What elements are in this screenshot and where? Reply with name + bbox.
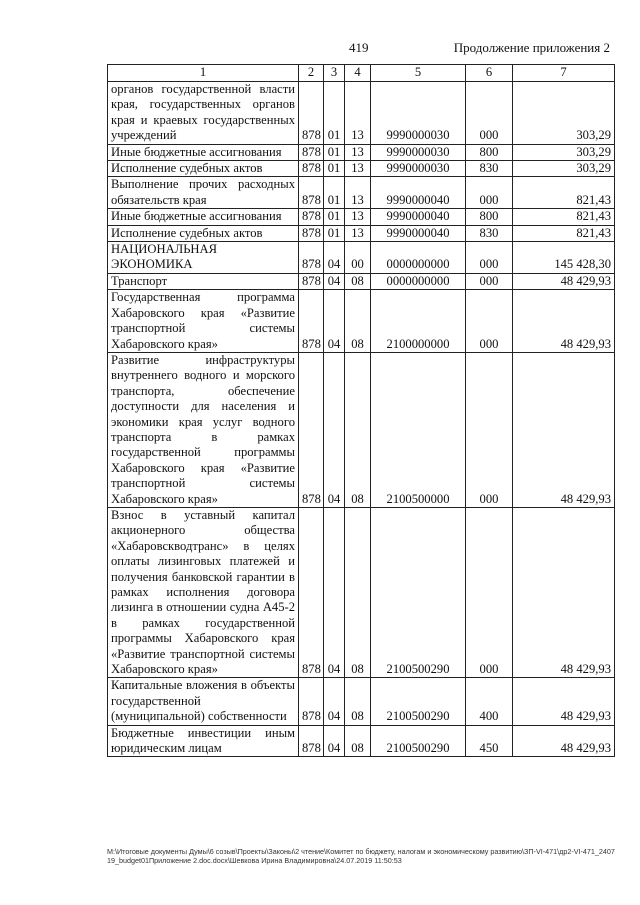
row-type: 000: [466, 507, 513, 677]
budget-table: [107, 64, 615, 757]
row-name: Капитальные вложения в объекты государственной (муниципальной) собственности: [108, 678, 299, 725]
row-subsection: 13: [345, 225, 371, 241]
row-name: Выполнение прочих расходных обязательств края: [108, 177, 299, 209]
row-target: 2100500000: [371, 352, 466, 507]
row-section: 04: [324, 725, 345, 757]
row-amount: 821,43: [513, 225, 615, 241]
row-type: 000: [466, 273, 513, 289]
column-header: 4: [345, 65, 371, 82]
row-target: 2100500290: [371, 507, 466, 677]
row-subsection: 08: [345, 507, 371, 677]
document-path-footer: M:\Итоговые документы Думы\6 созыв\Проекты\Законы\2 чтение\Комитет по бюджету, налогам и экономическому развитию\ЗП-VI-471\др2-VI-471_240719_budget01Приложение 2.doc.docx\Шевкова Ирина Владимировна\24.07.2019 11:50:53: [107, 847, 615, 865]
row-section: 01: [324, 209, 345, 225]
table-row: [108, 725, 615, 757]
row-name: Транспорт: [108, 273, 299, 289]
row-target: 9990000030: [371, 144, 466, 160]
row-amount: 821,43: [513, 177, 615, 209]
row-type: 000: [466, 177, 513, 209]
row-code: 878: [299, 725, 324, 757]
row-section: 01: [324, 177, 345, 209]
column-header: 3: [324, 65, 345, 82]
row-name: Исполнение судебных актов: [108, 225, 299, 241]
row-subsection: 13: [345, 161, 371, 177]
appendix-label: Продолжение приложения 2: [453, 40, 610, 55]
page-number: 419: [349, 40, 369, 55]
row-type: 830: [466, 161, 513, 177]
row-type: 400: [466, 678, 513, 725]
row-section: 04: [324, 678, 345, 725]
row-name: органов государственной власти края, государственных органов края и краевых государственных учреждений: [108, 82, 299, 145]
row-code: 878: [299, 242, 324, 274]
row-target: 0000000000: [371, 242, 466, 274]
row-code: 878: [299, 177, 324, 209]
column-header: 6: [466, 65, 513, 82]
row-amount: 145 428,30: [513, 242, 615, 274]
row-subsection: 13: [345, 144, 371, 160]
row-code: 878: [299, 225, 324, 241]
row-target: 9990000030: [371, 82, 466, 145]
row-section: 01: [324, 144, 345, 160]
row-type: 000: [466, 82, 513, 145]
row-type: 800: [466, 144, 513, 160]
row-code: 878: [299, 273, 324, 289]
table-row: [108, 82, 615, 145]
row-subsection: 08: [345, 352, 371, 507]
row-name: Иные бюджетные ассигнования: [108, 144, 299, 160]
row-code: 878: [299, 290, 324, 353]
row-type: 000: [466, 290, 513, 353]
row-target: 2100000000: [371, 290, 466, 353]
row-name: Развитие инфраструктуры внутреннего водного и морского транспорта, обеспечение доступности для населения и экономики края услуг водного транспорта в рамках государственной программы Хабаровского края «Развитие транспортной системы Хабаровского края»: [108, 352, 299, 507]
row-name: Бюджетные инвестиции иным юридическим лицам: [108, 725, 299, 757]
row-type: 000: [466, 352, 513, 507]
table-row: [108, 177, 615, 209]
row-section: 04: [324, 290, 345, 353]
row-subsection: 08: [345, 678, 371, 725]
row-subsection: 00: [345, 242, 371, 274]
row-amount: 303,29: [513, 144, 615, 160]
row-amount: 48 429,93: [513, 507, 615, 677]
row-target: 9990000040: [371, 177, 466, 209]
row-section: 04: [324, 352, 345, 507]
row-code: 878: [299, 678, 324, 725]
row-section: 04: [324, 242, 345, 274]
row-type: 800: [466, 209, 513, 225]
row-section: 01: [324, 82, 345, 145]
row-section: 01: [324, 161, 345, 177]
row-target: 2100500290: [371, 678, 466, 725]
table-row: [108, 161, 615, 177]
column-header: 5: [371, 65, 466, 82]
row-type: 000: [466, 242, 513, 274]
column-header: 7: [513, 65, 615, 82]
row-name: Государственная программа Хабаровского края «Развитие транспортной системы Хабаровского края»: [108, 290, 299, 353]
row-target: 9990000030: [371, 161, 466, 177]
row-target: 2100500290: [371, 725, 466, 757]
column-header: 1: [108, 65, 299, 82]
row-subsection: 13: [345, 177, 371, 209]
row-type: 450: [466, 725, 513, 757]
table-row: [108, 273, 615, 289]
row-amount: 48 429,93: [513, 290, 615, 353]
table-row: [108, 225, 615, 241]
row-amount: 303,29: [513, 82, 615, 145]
row-amount: 303,29: [513, 161, 615, 177]
row-code: 878: [299, 352, 324, 507]
row-amount: 48 429,93: [513, 725, 615, 757]
row-name: НАЦИОНАЛЬНАЯ ЭКОНОМИКА: [108, 242, 299, 274]
row-code: 878: [299, 82, 324, 145]
row-amount: 48 429,93: [513, 678, 615, 725]
table-header-row: [108, 65, 615, 82]
row-name: Взнос в уставный капитал акционерного общества «Хабаровскводтранс» в целях оплаты лизинговых платежей и получения банковской гарантии в рамках исполнения договора лизинга в отношении судна А45-2 в рамках государственной программы Хабаровского края «Развитие транспортной системы Хабаровского края»: [108, 507, 299, 677]
table-row: [108, 352, 615, 507]
table-row: [108, 290, 615, 353]
row-section: 04: [324, 507, 345, 677]
row-code: 878: [299, 209, 324, 225]
row-subsection: 13: [345, 82, 371, 145]
table-row: [108, 209, 615, 225]
table-row: [108, 144, 615, 160]
row-type: 830: [466, 225, 513, 241]
table-row: [108, 507, 615, 677]
row-section: 04: [324, 273, 345, 289]
row-target: 9990000040: [371, 209, 466, 225]
row-target: 9990000040: [371, 225, 466, 241]
row-section: 01: [324, 225, 345, 241]
row-name: Иные бюджетные ассигнования: [108, 209, 299, 225]
row-code: 878: [299, 144, 324, 160]
row-subsection: 08: [345, 290, 371, 353]
row-code: 878: [299, 507, 324, 677]
row-amount: 48 429,93: [513, 352, 615, 507]
table-row: [108, 678, 615, 725]
row-name: Исполнение судебных актов: [108, 161, 299, 177]
column-header: 2: [299, 65, 324, 82]
row-subsection: 08: [345, 273, 371, 289]
row-target: 0000000000: [371, 273, 466, 289]
row-amount: 48 429,93: [513, 273, 615, 289]
row-amount: 821,43: [513, 209, 615, 225]
table-row: [108, 242, 615, 274]
row-subsection: 13: [345, 209, 371, 225]
row-code: 878: [299, 161, 324, 177]
row-subsection: 08: [345, 725, 371, 757]
